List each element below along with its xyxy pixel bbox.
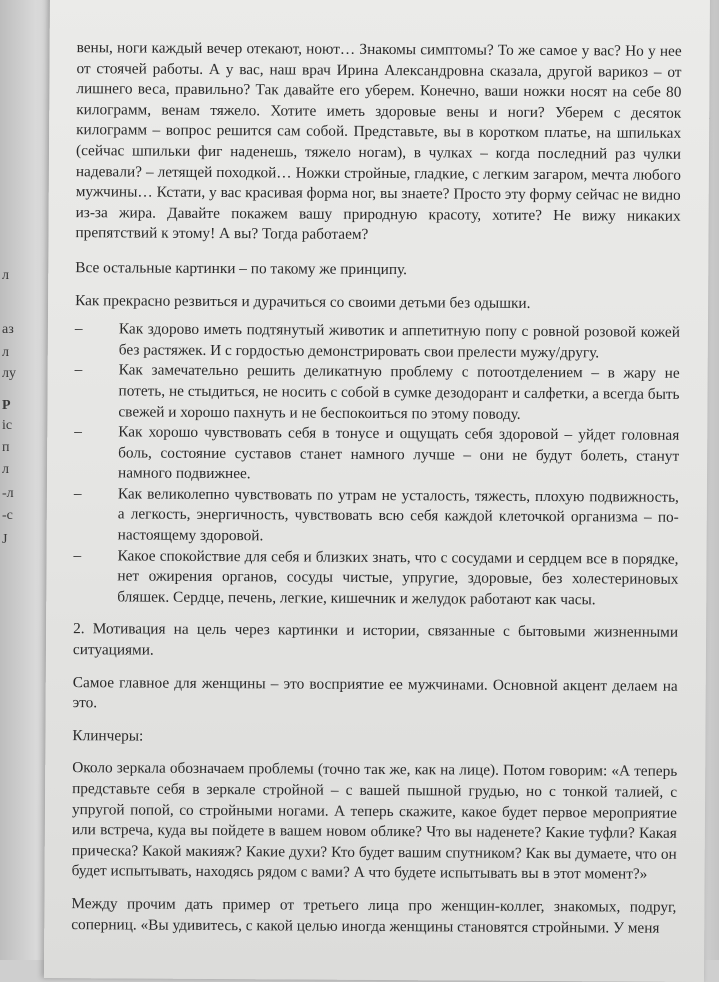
bullet-dash: – xyxy=(74,423,83,441)
edge-fragment: п xyxy=(2,440,10,455)
clients-label: Клинчеры: xyxy=(72,726,144,745)
edge-fragment: л xyxy=(2,345,9,360)
intro-paragraph: вены, ноги каждый вечер отекают, ноют… Знакомы симптомы? То же самое у вас? Но у нее от стоячей работы. А у вас, наш врач Ирина Александровна сказала, другой варикоз – от лишнего веса, правильно? Так давайте его уберем. Конечно, ваши ножки носят на себе 80 килограмм, венам тяжело. Хотите иметь здоровые вены и ноги? Уберем с десяток килограмм – вопрос решится сам собой. Представьте, вы в коротком платье, на шпильках (сейчас шпильки фиг наденешь, тяжело ногам), в чулках – когда последний раз чулки надевали? – летящей походкой… Ножки стройные, гладкие, с легким загаром, мечта любого мужчины… Кстати, у вас красивая форма ног, вы знаете? Просто эту форму сейчас не видно из-за жира. Давайте покажем вашу природную красоту, хотите? Не вижу никаких препятствий к этому! А вы? Тогда работаем? xyxy=(75,39,682,244)
kids-line: Как прекрасно резвиться и дурачиться со своими детьми без одышки. xyxy=(75,291,531,312)
list-item xyxy=(74,484,679,549)
list-item xyxy=(75,319,680,364)
edge-fragment: ic xyxy=(2,418,13,433)
bullet-dash: – xyxy=(74,320,83,338)
list-item-text: Какое спокойствие для себя и близких знать, что с сосудами и сердцем все в порядке, нет ожирения органов, сосуды чистые, упругие, здоровые, без холестериновых бляшек. Сердце, печень, легкие, кишечник и желудок работают как часы. xyxy=(117,547,679,609)
women-main-paragraph: Самое главное для женщины – это восприятие ее мужчинами. Основной акцент делаем на это. xyxy=(72,673,678,712)
edge-fragment: -л xyxy=(2,486,14,501)
edge-fragment: л xyxy=(2,268,9,283)
pictures-note: Все остальные картинки – по такому же принципу. xyxy=(75,259,408,279)
bullet-dash: – xyxy=(74,361,83,379)
edge-fragment: J xyxy=(2,532,8,547)
mirror-paragraph: Около зеркала обозначаем проблемы (точно так же, как на лице). Потом говорим: «А теперь представьте себя в зеркале стройной – с вашей пышной грудью, но с тонкой талией, с упругой попой, со стройными ногами. А теперь скажите, какое будет первое мероприятие или встреча, куда вы пойдете в вашем новом облике? Что вы наденете? Какие туфли? Какая прическа? Какой макияж? Какие духи? Кто будет вашим спутником? Как вы думаете, что он будет испытывать, находясь рядом с вами? А что будете испытывать вы в этот момент?» xyxy=(71,759,678,884)
bullet-dash: – xyxy=(73,485,82,503)
section-2-heading: 2. Мотивация на цель через картинки и истории, связанные с бытовыми жизненными ситуациями. xyxy=(72,620,679,659)
benefits-list xyxy=(73,319,680,611)
list-item-text: Как здорово иметь подтянутый животик и аппетитную попу с ровной розовой кожей без растяжек. И с гордостью демонстрировать свои прелести мужу/другу. xyxy=(118,320,680,362)
list-item-text: Как великолепно чувствовать по утрам не усталость, тяжесть, плохую подвижность, а легкость, энергичность, чувствовать всю себя каждой клеточкой организма – по-настоящему здоровой. xyxy=(117,485,679,545)
bullet-dash: – xyxy=(73,546,82,564)
edge-fragment: лу xyxy=(2,366,16,381)
list-item xyxy=(74,360,679,425)
closing-paragraph: Между прочим дать пример от третьего лица про женщин-коллег, знакомых, подруг, соперниц. «Вы удивитесь, с какой целью иногда женщины становятся стройными. У меня xyxy=(71,895,677,937)
edge-fragment: -с xyxy=(2,508,13,523)
list-item-text: Как замечательно решить деликатную проблему с потоотделением – в жару не потеть, не стыдиться, не носить с собой в сумке дезодорант и салфетки, а всегда быть свежей и хорошо пахнуть и не беспокоиться по этому поводу. xyxy=(118,361,680,423)
list-item-text: Как хорошо чувствовать себя в тонусе и ощущать себя здоровой – уйдет головная боль, состояние суставов станет намного лучше – они не будут болеть, станут намного подвижнее. xyxy=(117,423,680,483)
edge-fragment: л xyxy=(2,462,9,477)
document-body xyxy=(71,38,681,939)
list-item xyxy=(74,422,679,487)
list-item xyxy=(73,546,678,611)
left-page-edge-fragments xyxy=(0,0,50,960)
paper-sheet xyxy=(44,0,710,982)
edge-fragment: аз xyxy=(2,322,14,337)
edge-fragment: Р xyxy=(2,398,11,413)
